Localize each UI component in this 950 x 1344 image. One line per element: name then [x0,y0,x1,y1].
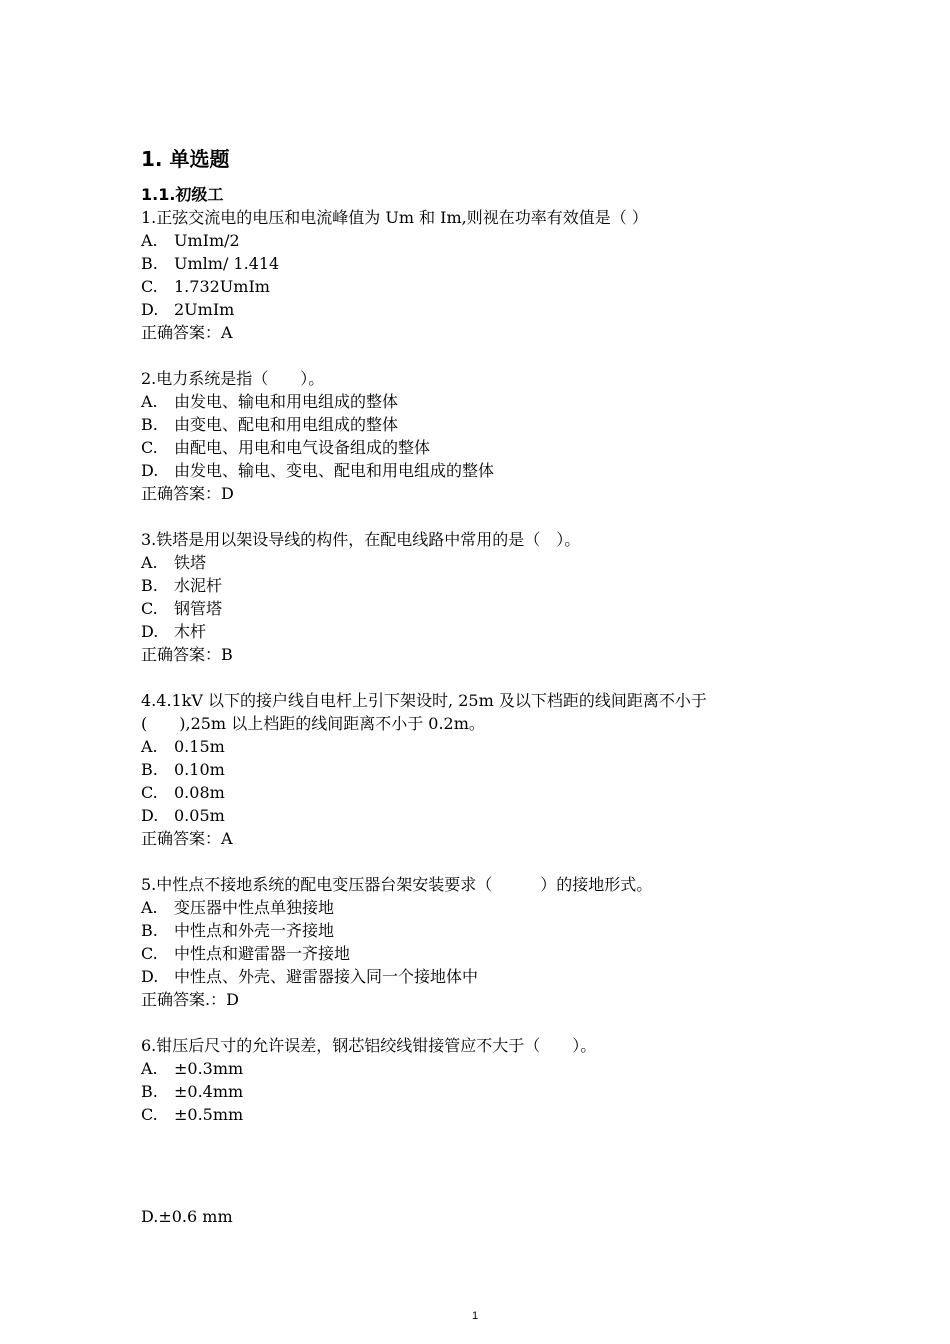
option-text: ±0.5mm [174,1105,244,1124]
option-d [141,965,821,988]
option-key: B. [141,1082,158,1101]
question-stem: 2.电力系统是指（ ）。 [141,369,325,388]
option-key: B. [141,921,158,940]
question-stem: 1.正弦交流电的电压和电流峰值为 Um 和 Im,则视在功率有效值是（ ） [141,208,648,227]
option-c [141,1103,821,1126]
option-text: 0.15m [174,737,225,756]
option-b [141,413,821,436]
option-text: 水泥杆 [174,576,223,595]
option-text: 木杆 [174,622,207,641]
option-key: B. [141,760,158,779]
option-text: 由配电、用电和电气设备组成的整体 [174,438,431,457]
content [141,146,821,1126]
option-a [141,390,821,413]
option-c [141,597,821,620]
option-key: B. [141,415,158,434]
option-text: 2UmIm [174,300,235,319]
option-text: 钢管塔 [174,599,223,618]
answer: 正确答案：A [141,323,233,342]
option-d [141,459,821,482]
option-b [141,758,821,781]
option-text: ±0.3mm [174,1059,244,1078]
option-d [141,804,821,827]
option-key: A. [141,231,158,250]
option-text: 由发电、输电、变电、配电和用电组成的整体 [174,461,495,480]
option-text: 中性点、外壳、避雷器接入同一个接地体中 [174,967,479,986]
option-key: C. [141,1105,158,1124]
heading-1: 1. 单选题 [141,147,230,171]
answer: 正确答案.：D [141,990,239,1009]
option-key: D. [141,300,159,319]
option-key: A. [141,898,158,917]
question-5 [141,873,821,1011]
option-text: 0.10m [174,760,225,779]
option-key: A. [141,737,158,756]
page-number: 1 [471,1310,479,1322]
option-key: D. [141,806,159,825]
option-key: B. [141,254,158,273]
question-stem: 6.钳压后尺寸的允许误差，钢芯铝绞线钳接管应不大于（ ）。 [141,1036,597,1055]
option-b [141,1080,821,1103]
option-key: C. [141,277,158,296]
option-a [141,229,821,252]
option-key: C. [141,599,158,618]
option-key: D. [141,461,159,480]
option-key: A. [141,1059,158,1078]
option-text: UmIm/2 [174,231,240,250]
option-c [141,942,821,965]
question-6 [141,1034,821,1126]
question-2 [141,367,821,505]
answer: 正确答案：B [141,645,233,664]
option-b [141,574,821,597]
option-a [141,896,821,919]
option-b [141,252,821,275]
option-text: ±0.4mm [174,1082,244,1101]
option-a [141,735,821,758]
trailing-option-d: D.±0.6 mm [141,1207,233,1226]
option-a [141,551,821,574]
question-3 [141,528,821,666]
option-text: 0.05m [174,806,225,825]
question-4 [141,689,821,850]
option-text: 由发电、输电和用电组成的整体 [174,392,399,411]
option-key: A. [141,392,158,411]
option-text: 0.08m [174,783,225,802]
option-d [141,298,821,321]
option-key: B. [141,576,158,595]
option-b [141,919,821,942]
option-c [141,781,821,804]
option-text: 中性点和避雷器一齐接地 [174,944,351,963]
heading-2: 1.1.初级工 [141,185,224,204]
answer: 正确答案：D [141,484,234,503]
question-stem: 4.4.1kV 以下的接户线自电杆上引下架设时, 25m 及以下档距的线间距离不小于 [141,691,707,710]
answer: 正确答案：A [141,829,233,848]
option-d [141,620,821,643]
option-text: 由变电、配电和用电组成的整体 [174,415,399,434]
question-1 [141,206,821,344]
option-text: 铁塔 [174,553,207,572]
question-stem-continued: ( ),25m 以上档距的线间距离不小于 0.2m。 [141,714,485,733]
option-key: C. [141,944,158,963]
option-text: 1.732UmIm [174,277,270,296]
option-key: D. [141,622,159,641]
option-key: D. [141,967,159,986]
question-stem: 3.铁塔是用以架设导线的构件，在配电线路中常用的是（ ）。 [141,530,581,549]
option-a [141,1057,821,1080]
option-key: A. [141,553,158,572]
option-key: C. [141,783,158,802]
option-key: C. [141,438,158,457]
option-c [141,275,821,298]
option-text: 中性点和外壳一齐接地 [174,921,335,940]
option-text: 变压器中性点单独接地 [174,898,335,917]
option-text: Umlm/ 1.414 [174,254,280,273]
option-c [141,436,821,459]
question-stem: 5.中性点不接地系统的配电变压器台架安装要求（ ）的接地形式。 [141,875,653,894]
